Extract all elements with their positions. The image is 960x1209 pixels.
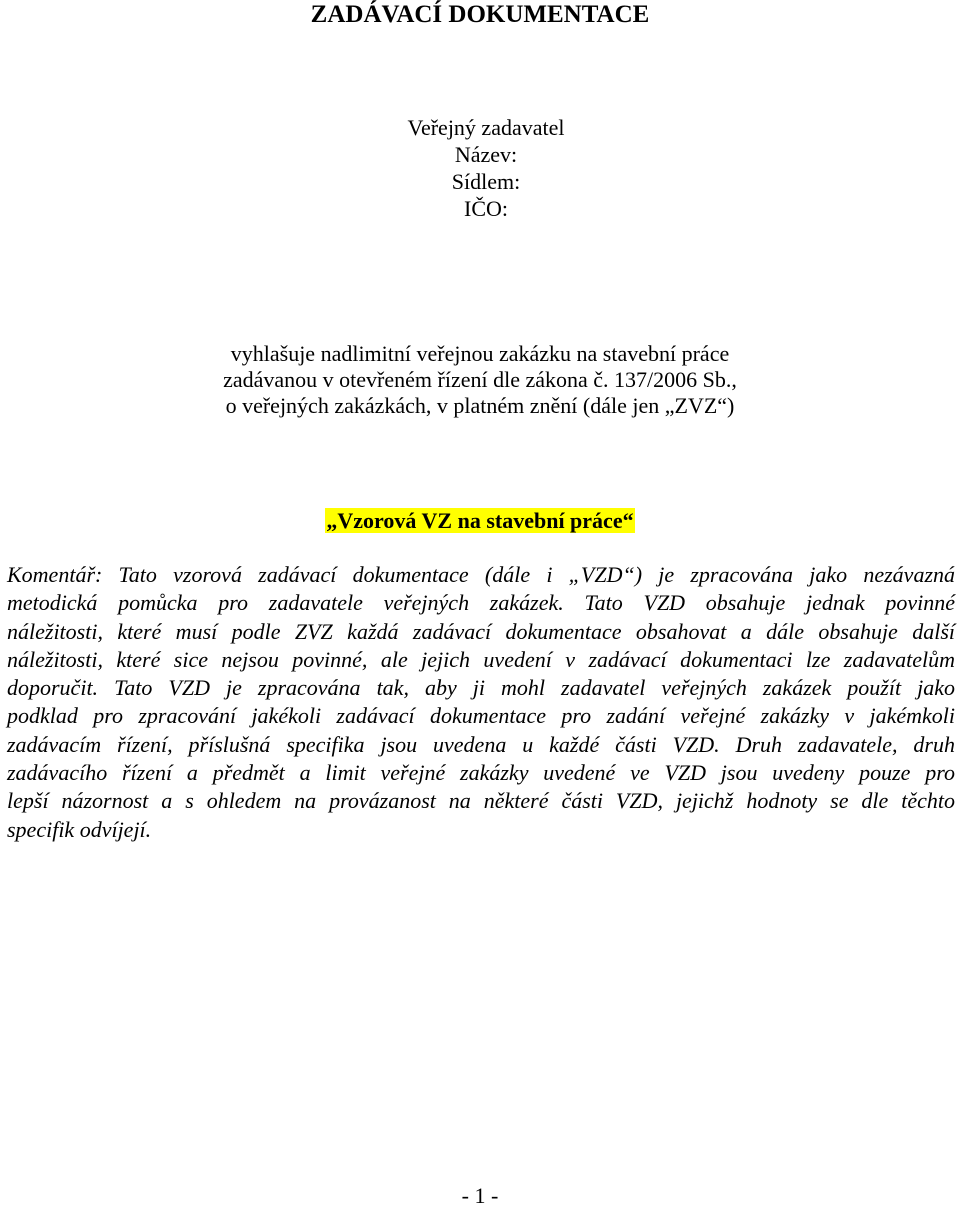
contracting-authority-block <box>6 114 960 222</box>
comment-line: lepší názornost a s ohledem na provázanost na některé části VZD, jejichž hodnoty se dle těchto <box>7 788 955 814</box>
announcement-line-2: zadávanou v otevřeném řízení dle zákona č. 137/2006 Sb., <box>223 367 737 392</box>
contract-title-block <box>0 507 960 535</box>
name-label: Název: <box>454 142 518 167</box>
comment-paragraph <box>7 561 955 844</box>
page-number: - 1 - <box>461 1183 499 1208</box>
contracting-authority-label: Veřejný zadavatel <box>407 115 565 140</box>
comment-line: specifik odvíjejí. <box>7 816 152 842</box>
comment-line: metodická pomůcka pro zadavatele veřejných zakázek. Tato VZD obsahuje jednak povinné <box>7 590 955 616</box>
comment-line: náležitosti, které sice nejsou povinné, ale jejich uvedení v zadávací dokumentaci lze zadavatelům <box>7 646 955 672</box>
comment-line: doporučit. Tato VZD je zpracována tak, aby ji mohl zadavatel veřejných zakázek použít jako <box>7 675 955 701</box>
contract-title: „Vzorová VZ na stavební práce“ <box>326 508 634 533</box>
comment-line: zadávacího řízení a předmět a limit veřejné zakázky uvedené ve VZD jsou uvedeny pouze pro <box>7 760 955 786</box>
seat-label: Sídlem: <box>451 169 521 194</box>
document-title: ZADÁVACÍ DOKUMENTACE <box>310 1 650 28</box>
comment-line: podklad pro zpracování jakékoli zadávací dokumentace pro zadání veřejné zakázky v jakémkoli <box>7 703 955 729</box>
announcement-line-3: o veřejných zakázkách, v platném znění (dále jen „ZVZ“) <box>225 393 735 418</box>
comment-line: Komentář: Tato vzorová zadávací dokumentace (dále i „VZD“) je zpracována jako nezávazná <box>7 562 955 587</box>
comment-line: zadávacím řízení, příslušná specifika jsou uvedena u každé části VZD. Druh zadavatele, druh <box>7 731 955 757</box>
comment-line: náležitosti, které musí podle ZVZ každá zadávací dokumentace obsahovat a dále obsahuje další <box>7 618 955 644</box>
id-label: IČO: <box>464 196 508 221</box>
announcement-block <box>0 341 960 419</box>
announcement-line-1: vyhlašuje nadlimitní veřejnou zakázku na stavební práce <box>230 341 730 366</box>
